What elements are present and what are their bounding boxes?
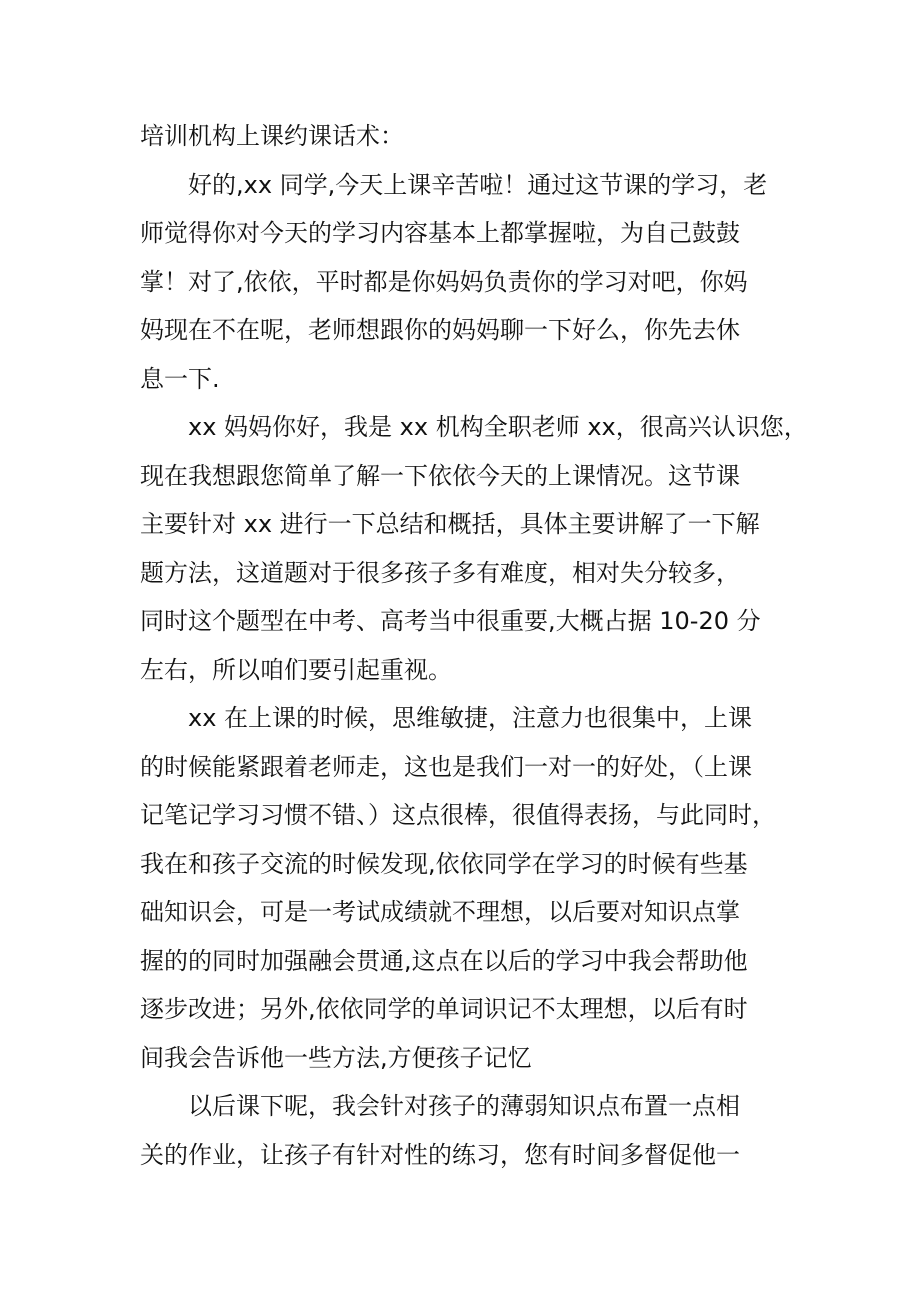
paragraph-line: 以后课下呢，我会针对孩子的薄弱知识点布置一点相 (188, 1092, 740, 1120)
paragraph-3 (140, 694, 790, 1082)
paragraph-line: xx 妈妈你好，我是 xx 机构全职老师 xx，很高兴认识您， (188, 413, 808, 441)
document-body (140, 112, 808, 1179)
paragraph-line: 现在我想跟您简单了解一下依依今天的上课情况。这节课 (140, 461, 740, 490)
paragraph-line: 我在和孩子交流的时候发现,依依同学在学习的时候有些基 (140, 849, 748, 878)
paragraph-line: 的时候能紧跟着老师走，这也是我们一对一的好处，（上课 (140, 752, 752, 781)
paragraph-line: 题方法，这道题对于很多孩子多有难度，相对失分较多， (140, 558, 740, 587)
paragraph-line: 记笔记学习习惯不错、）这点很棒，很值得表扬，与此同时， (140, 801, 776, 829)
paragraph-line: 同时这个题型在中考、高考当中很重要,大概占据 10-20 分 (140, 607, 761, 635)
paragraph-line: 关的作业，让孩子有针对性的练习，您有时间多督促他一 (140, 1140, 740, 1169)
document-title: 培训机构上课约课话术： (140, 122, 404, 150)
paragraph-line: 逐步改进；另外,依依同学的单词识记不太理想，以后有时 (140, 995, 748, 1023)
paragraph-line: 握的的同时加强融会贯通,这点在以后的学习中我会帮助他 (140, 946, 748, 975)
paragraph-line: 妈现在不在呢，老师想跟你的妈妈聊一下好么，你先去休 (140, 316, 740, 344)
paragraph-line: xx 在上课的时候，思维敏捷，注意力也很集中，上课 (188, 704, 753, 732)
paragraph-line: 掌！对了,依依，平时都是你妈妈负责你的学习对吧，你妈 (140, 267, 748, 296)
paragraph-line: 础知识会，可是一考试成绩就不理想，以后要对知识点掌 (140, 898, 740, 926)
paragraph-line: 息一下. (140, 364, 220, 393)
paragraph-line: 好的,xx 同学,今天上课辛苦啦！通过这节课的学习，老 (188, 170, 768, 199)
paragraph-line: 主要针对 xx 进行一下总结和概括，具体主要讲解了一下解 (140, 510, 760, 538)
paragraph-2 (140, 403, 808, 694)
paragraph-line: 师觉得你对今天的学习内容基本上都掌握啦，为自己鼓鼓 (140, 219, 740, 247)
paragraph-line: 左右，所以咱们要引起重视。 (140, 655, 452, 684)
paragraph-line: 间我会告诉他一些方法,方便孩子记忆 (140, 1043, 532, 1072)
paragraph-1 (140, 161, 790, 404)
paragraph-4 (140, 1082, 790, 1179)
